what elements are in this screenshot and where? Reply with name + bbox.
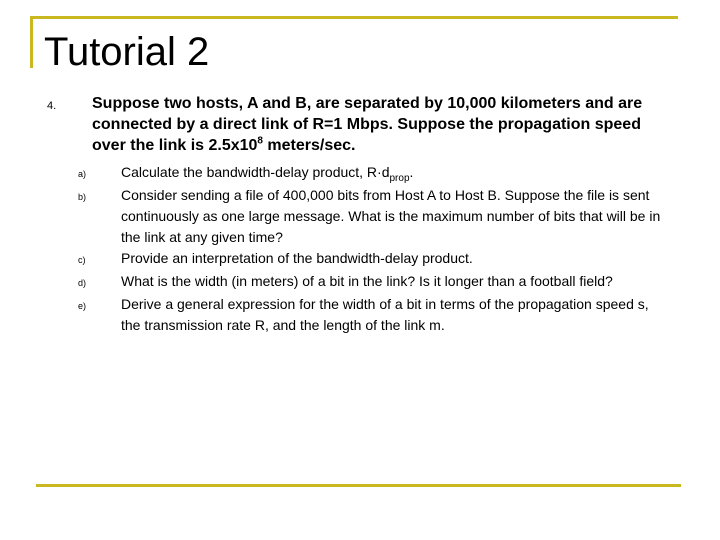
subquestion-text-main: Calculate the bandwidth-delay product, R·d — [121, 164, 390, 180]
subquestion-a — [78, 162, 678, 185]
subquestion-b — [78, 185, 678, 248]
subquestion-text: Provide an interpretation of the bandwidth-delay product. — [121, 250, 473, 266]
question-text-end: meters/sec. — [262, 137, 356, 154]
subquestion-text: What is the width (in meters) of a bit in the link? Is it longer than a football field? — [121, 273, 613, 289]
exponent: 8 — [257, 135, 263, 147]
subquestion-letter: b) — [78, 192, 87, 202]
question-text — [92, 93, 662, 156]
slide-title: Tutorial 2 — [44, 30, 210, 74]
frame-top-rule — [30, 16, 678, 19]
subquestion-letter: a) — [78, 169, 87, 179]
subquestion-letter: c) — [78, 255, 86, 265]
subquestion-d — [78, 271, 678, 294]
subquestion-text: Derive a general expression for the width of a bit in terms of the propagation speed s, the transmission rate R, and the length of the link m. — [121, 296, 649, 333]
subquestion-e — [78, 294, 678, 336]
frame-left-rule — [30, 16, 33, 68]
subquestion-letter: d) — [78, 278, 87, 288]
question-text-main: Suppose two hosts, A and B, are separated by 10,000 kilometers and are connected by a direct link of R=1 Mbps. Suppose the propagation speed over the link is 2.5x10 — [92, 95, 643, 154]
frame-bottom-rule — [36, 484, 681, 487]
subquestion-text-suffix: . — [409, 164, 414, 180]
question-number: 4. — [47, 100, 57, 112]
prop-subscript: prop — [389, 172, 410, 184]
subquestion-c — [78, 248, 678, 271]
subquestion-letter: e) — [78, 301, 87, 311]
subquestion-list — [78, 162, 678, 336]
subquestion-text — [121, 162, 666, 185]
subquestion-text: Consider sending a file of 400,000 bits from Host A to Host B. Suppose the file is sent continuously as one large message. What is the maximum number of bits that will be in the link at any given time? — [121, 187, 661, 245]
